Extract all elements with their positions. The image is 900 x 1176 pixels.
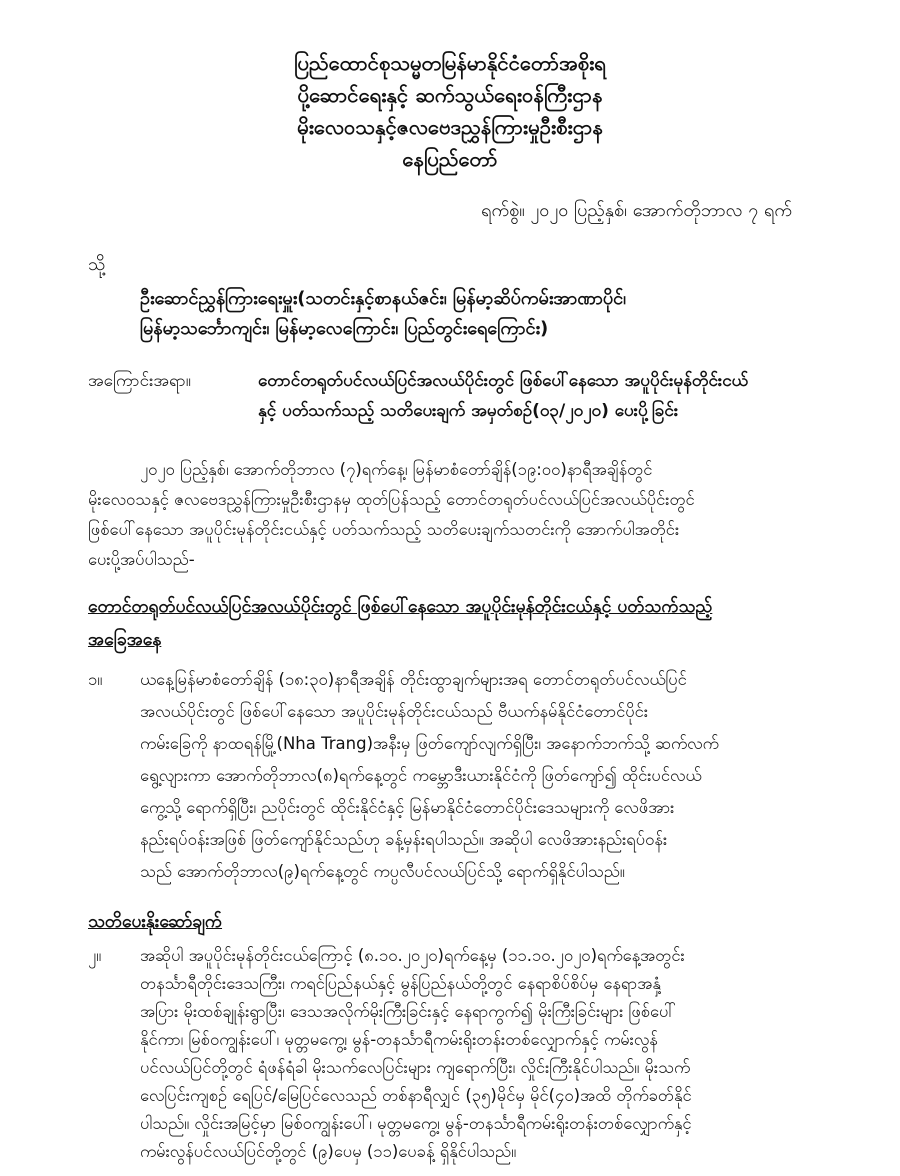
header-department: မိုးလေဝသနှင့်ဇလဗေဒညွှန်ကြားမှုဦးစီးဌာန (297, 115, 603, 139)
subject-label: အကြောင်းအရာ။ (88, 371, 191, 391)
intro-line-2: မိုးလေဝသနှင့် ဇလဗေဒညွှန်ကြားမှုဦးစီးဌာနမှ ထုတ်ပြန်သည့် တောင်တရုတ်ပင်လယ်ပြင်အလယ်ပိုင်းတွင် (88, 490, 695, 509)
intro-line-1: ၂၀၂၀ ပြည့်နှစ်၊ အောက်တိုဘာလ (၇)ရက်နေ့၊ မြန်မာစံတော်ချိန်(၁၉:၀၀)နာရီအချိန်တွင် (140, 460, 653, 479)
to-label: သို့ (88, 254, 106, 275)
intro-line-4: ပေးပို့အပ်ပါသည်- (88, 550, 195, 569)
intro-line-3: ဖြစ်ပေါ်နေသော အပူပိုင်းမုန်တိုင်းငယ်နှင့် ပတ်သက်သည့် သတိပေးချက်သတင်းကို အောက်ပါအတိုင်း (88, 520, 680, 539)
section2-line: အဆိုပါ အပူပိုင်းမုန်တိုင်းငယ်ကြောင့် (၈.၁၀.၂၀၂၀)ရက်နေ့မှ (၁၁.၁၀.၂၀၂၀)ရက်နေ့အတွင်း (140, 946, 685, 965)
section2-line: ပါသည်။ လှိုင်းအမြင့်မှာ မြစ်ဝကျွန်းပေါ်၊ မုတ္တမကွေ့၊ မွန်-တနင်္သာရီကမ်းရိုးတန်းတစ်လျှောက်နှင့် (140, 1114, 692, 1133)
recipient-line-2: မြန်မာ့သင်္ဘောကျင်း၊ မြန်မာ့လေကြောင်း၊ ပြည်တွင်းရေကြောင်း) (140, 318, 549, 339)
section2-line: တနင်္သာရီတိုင်းဒေသကြီး၊ ကရင်ပြည်နယ်နှင့် မွန်ပြည်နယ်တို့တွင် နေရာစိပ်စိပ်မှ နေရာအနှံ့ (140, 974, 661, 993)
section1-heading-line-1: တောင်တရုတ်ပင်လယ်ပြင်အလယ်ပိုင်းတွင် ဖြစ်ပေါ်နေသော အပူပိုင်းမုန်တိုင်းငယ်နှင့် ပတ်သက်သည့် (88, 597, 713, 617)
section1-line: ယနေ့မြန်မာစံတော်ချိန် (၁၈:၃၀)နာရီအချိန် တိုင်းထွာချက်များအရ တောင်တရုတ်ပင်လယ်ပြင် (140, 670, 687, 689)
section1-line: အလယ်ပိုင်းတွင် ဖြစ်ပေါ်နေသော အပူပိုင်းမုန်တိုင်းငယ်သည် ဗီယက်နမ်နိုင်ငံတောင်ပိုင်း (140, 702, 649, 721)
header-ministry: ပို့ဆောင်ရေးနှင့် ဆက်သွယ်ရေးဝန်ကြီးဌာန (297, 83, 603, 107)
section1-line: ကမ်းခြေကို နာထရန်မြို့(Nha Trang)အနီးမှ ဖြတ်ကျော်လျက်ရှိပြီး၊ အနောက်ဘက်သို့ ဆက်လက် (140, 734, 719, 753)
section2-line: ကမ်းလွန်ပင်လယ်ပြင်တို့တွင် (၉)ပေမှ (၁၁)ပေခန့် ရှိနိုင်ပါသည်။ (140, 1142, 517, 1161)
subject-line-2: နှင့် ပတ်သက်သည့် သတိပေးချက် အမှတ်စဉ်(၀၃/၂၀၂၀) ပေးပို့ခြင်း (258, 401, 679, 421)
subject-line-1: တောင်တရုတ်ပင်လယ်ပြင်အလယ်ပိုင်းတွင် ဖြစ်ပေါ်နေသော အပူပိုင်းမုန်တိုင်းငယ် (258, 371, 749, 391)
header-government: ပြည်ထောင်စုသမ္မတမြန်မာနိုင်ငံတော်အစိုးရ (294, 51, 606, 75)
section2-line: နိုင်ကာ၊ မြစ်ဝကျွန်းပေါ်၊ မုတ္တမကွေ့၊ မွန်-တနင်္သာရီကမ်းရိုးတန်းတစ်လျှောက်နှင့် ကမ်းလွန် (140, 1030, 658, 1049)
section1-heading-line-2: အခြေအနေ (88, 630, 162, 650)
section2-number: ၂။ (88, 946, 102, 965)
recipient-line-1: ဦးဆောင်ညွှန်ကြားရေးမှူး(သတင်းနှင့်စာနယ်ဇင်း၊ မြန်မာ့ဆိပ်ကမ်းအာဏာပိုင်၊ (140, 288, 626, 309)
section1-line: ကွေ့သို့ ရောက်ရှိပြီး၊ ညပိုင်းတွင် ထိုင်းနိုင်ငံနှင့် မြန်မာနိုင်ငံတောင်ပိုင်းဒေသများကို လေဖိအား (140, 798, 675, 817)
section1-line: ရွေ့လျားကာ အောက်တိုဘာလ(၈)ရက်နေ့တွင် ကမ္ဘောဒီးယားနိုင်ငံကို ဖြတ်ကျော်၍ ထိုင်းပင်လယ် (140, 766, 702, 785)
section1-number: ၁။ (88, 670, 103, 689)
section1-line: သည် အောက်တိုဘာလ(၉)ရက်နေ့တွင် ကပ္ပလီပင်လယ်ပြင်သို့ ရောက်ရှိနိုင်ပါသည်။ (140, 862, 625, 881)
section1-line: နည်းရပ်ဝန်းအဖြစ် ဖြတ်ကျော်နိုင်သည်ဟု ခန့်မှန်းရပါသည်။ အဆိုပါ လေဖိအားနည်းရပ်ဝန်း (140, 830, 668, 849)
letter-date: ရက်စွဲ။ ၂၀၂၀ ပြည့်နှစ်၊ အောက်တိုဘာလ ၇ ရက် (481, 200, 792, 221)
header-city: နေပြည်တော် (402, 147, 498, 171)
section2-line: လေပြင်းကျစဉ် ရေပြင်/မြေပြင်လေသည် တစ်နာရီလျှင် (၃၅)မိုင်မှ မိုင်(၄၀)အထိ တိုက်ခတ်နိုင် (140, 1086, 692, 1105)
section2-heading: သတိပေးနိုးဆော်ချက် (88, 912, 223, 932)
section2-line: ပင်လယ်ပြင်တို့တွင် ရံဖန်ရံခါ မိုးသက်လေပြင်းများ ကျရောက်ပြီး၊ လှိုင်းကြီးနိုင်ပါသည်။ မိုးသက် (140, 1058, 691, 1077)
section2-line: အပြား မိုးထစ်ချုန်းရွာပြီး၊ ဒေသအလိုက်မိုးကြီးခြင်းနှင့် နေရာကွက်၍ မိုးကြီးခြင်းများ ဖြစ်ပေါ် (140, 1002, 676, 1021)
